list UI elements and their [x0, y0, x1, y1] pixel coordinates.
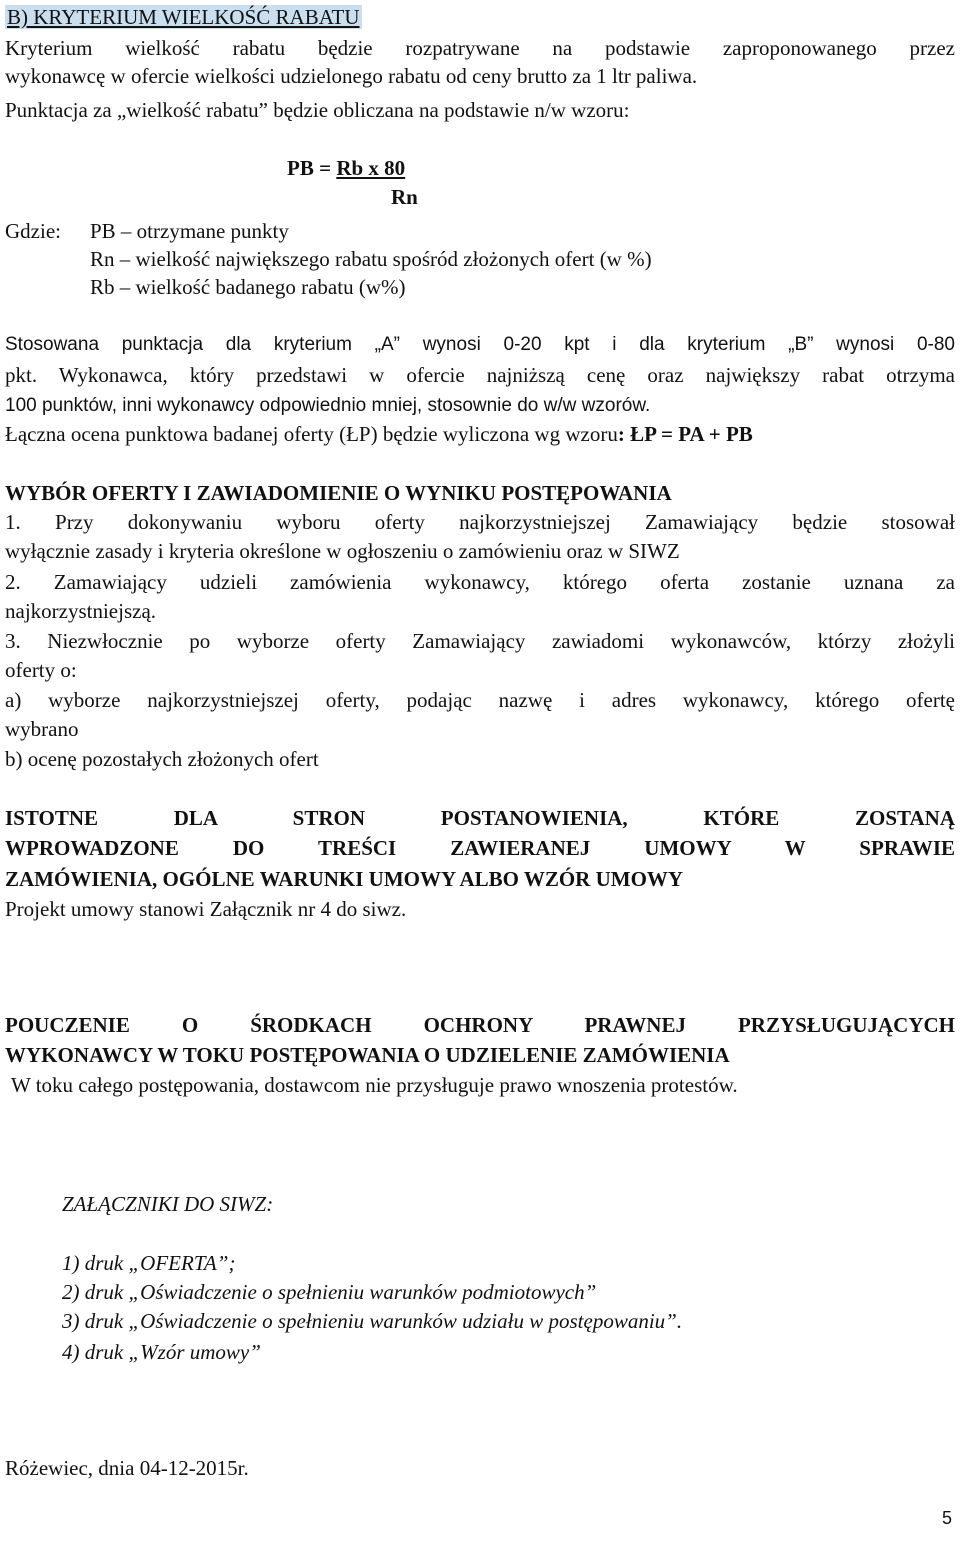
- selection-a-line-1: a) wyborze najkorzystniejszej oferty, podając nazwę i adres wykonawcy, którego ofertę: [5, 688, 955, 712]
- selection-p1-line-1: 1. Przy dokonywaniu wyboru oferty najkorzystniejszej Zamawiający będzie stosował: [5, 510, 955, 534]
- contract-heading-line-1: ISTOTNE DLA STRON POSTANOWIENIA, KTÓRE ZOSTANĄ: [5, 806, 955, 830]
- formula-numerator: Rb x 80: [336, 156, 406, 180]
- selection-p3-line-2: oferty o:: [5, 658, 77, 682]
- formula-numerator-line: [287, 155, 405, 181]
- scoring-line-3: 100 punktów, inni wykonawcy odpowiednio mniej, stosownie do w/w wzorów.: [5, 395, 651, 416]
- selection-b-line: b) ocenę pozostałych złożonych ofert: [5, 747, 319, 771]
- legal-text: W toku całego postępowania, dostawcom nie przysługuje prawo wnoszenia protestów.: [11, 1073, 738, 1097]
- section-b-intro-line-2: wykonawcę w ofercie wielkości udzielonego rabatu od ceny brutto za 1 ltr paliwa.: [5, 64, 698, 88]
- scoring-line-1: Stosowana punktacja dla kryterium „A” wynosi 0-20 kpt i dla kryterium „B” wynosi 0-80: [5, 334, 955, 355]
- where-rb: Rb – wielkość badanego rabatu (w%): [90, 275, 406, 299]
- total-score-formula: : ŁP = PA + PB: [617, 422, 753, 446]
- where-pb: PB – otrzymane punkty: [90, 219, 289, 243]
- section-b-intro-line-3: Punktacja za „wielkość rabatu” będzie obliczana na podstawie n/w wzoru:: [5, 98, 630, 122]
- scoring-line-4: [5, 421, 753, 447]
- where-rn: Rn – wielkość największego rabatu spośród złożonych ofert (w %): [90, 247, 652, 271]
- legal-heading-line-1: POUCZENIE O ŚRODKACH OCHRONY PRAWNEJ PRZYSŁUGUJĄCYCH: [5, 1013, 955, 1037]
- contract-heading-line-3: ZAMÓWIENIA, OGÓLNE WARUNKI UMOWY ALBO WZÓR UMOWY: [5, 867, 684, 891]
- attachment-item-1: 1) druk „OFERTA”;: [62, 1251, 236, 1275]
- attachment-item-4: 4) druk „Wzór umowy”: [62, 1340, 261, 1364]
- contract-heading-line-2: WPROWADZONE DO TREŚCI ZAWIERANEJ UMOWY W SPRAWIE: [5, 836, 955, 860]
- selection-p2-line-2: najkorzystniejszą.: [5, 599, 157, 623]
- selection-a-line-2: wybrano: [5, 717, 79, 741]
- section-b-intro-line-1: Kryterium wielkość rabatu będzie rozpatrywane na podstawie zaproponowanego przez: [5, 36, 955, 60]
- attachment-item-2: 2) druk „Oświadczenie o spełnieniu warunków podmiotowych”: [62, 1280, 597, 1304]
- section-b-heading: B) KRYTERIUM WIELKOŚĆ RABATU: [7, 5, 360, 29]
- place-date: Różewiec, dnia 04-12-2015r.: [5, 1456, 249, 1480]
- scoring-line-2: pkt. Wykonawca, który przedstawi w ofercie najniższą cenę oraz największy rabat otrzyma: [5, 363, 955, 387]
- contract-text: Projekt umowy stanowi Załącznik nr 4 do siwz.: [5, 897, 407, 921]
- formula-lhs: PB =: [287, 156, 337, 180]
- legal-heading-line-2: WYKONAWCY W TOKU POSTĘPOWANIA O UDZIELENIE ZAMÓWIENIA: [5, 1043, 730, 1067]
- selection-heading: WYBÓR OFERTY I ZAWIADOMIENIE O WYNIKU POSTĘPOWANIA: [5, 481, 672, 505]
- selection-p3-line-1: 3. Niezwłocznie po wyborze oferty Zamawiający zawiadomi wykonawców, którzy złożyli: [5, 629, 955, 653]
- attachments-heading: ZAŁĄCZNIKI DO SIWZ:: [62, 1192, 274, 1216]
- attachment-item-3: 3) druk „Oświadczenie o spełnieniu warunków udziału w postępowaniu”.: [62, 1309, 683, 1333]
- selection-p1-line-2: wyłącznie zasady i kryteria określone w ogłoszeniu o zamówieniu oraz w SIWZ: [5, 539, 680, 563]
- selection-p2-line-1: 2. Zamawiający udzieli zamówienia wykonawcy, którego oferta zostanie uznana za: [5, 570, 955, 594]
- page-number: 5: [941, 1508, 952, 1528]
- total-score-text: Łączna ocena punktowa badanej oferty (ŁP) będzie wyliczona wg wzoru: [5, 422, 618, 446]
- formula-denominator: Rn: [391, 185, 418, 209]
- where-label: Gdzie:: [5, 219, 61, 243]
